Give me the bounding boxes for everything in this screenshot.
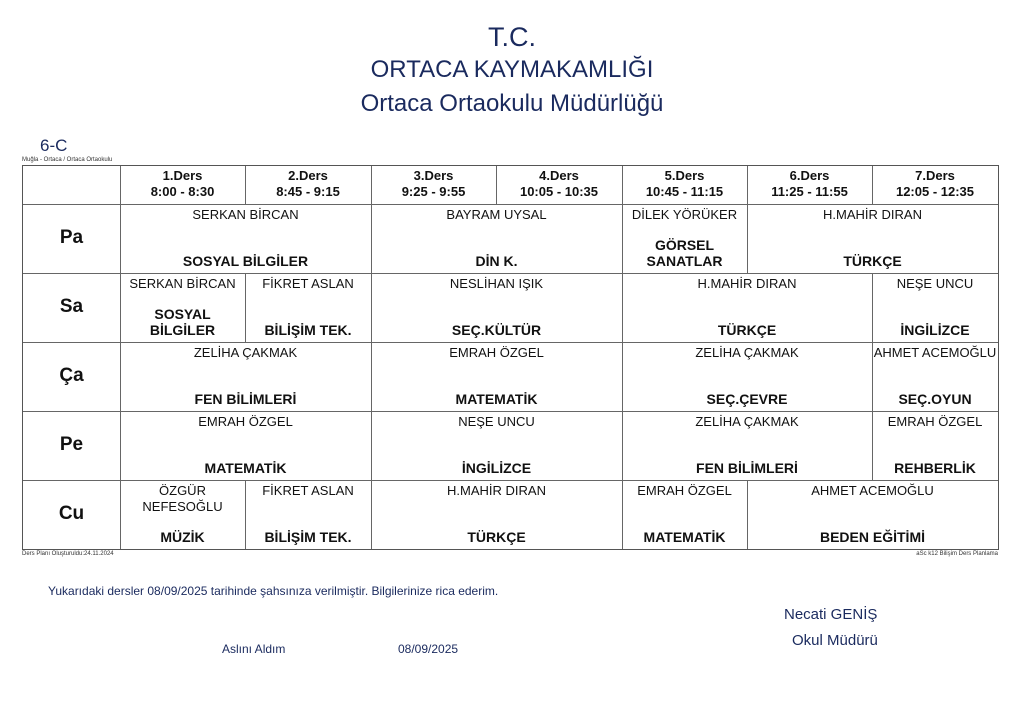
lesson-teacher: FİKRET ASLAN (262, 276, 354, 291)
day-label: Sa (59, 296, 84, 317)
period-name: 5.Ders (664, 168, 705, 183)
lesson-subject: GÖRSEL SANATLAR (646, 237, 723, 269)
lesson-teacher: EMRAH ÖZGEL (449, 345, 544, 360)
day-label: Ça (59, 365, 84, 386)
lesson-teacher: AHMET ACEMOĞLU (873, 345, 997, 360)
lesson-cell (872, 342, 998, 411)
lesson-cell (622, 480, 747, 549)
lesson-subject: TÜRKÇE (717, 322, 777, 338)
lesson-teacher: FİKRET ASLAN (262, 483, 354, 498)
lesson-teacher: NESLİHAN IŞIK (449, 276, 544, 291)
lesson-teacher: AHMET ACEMOĞLU (811, 483, 934, 498)
day-label: Cu (58, 503, 85, 524)
period-header (496, 168, 622, 200)
period-time: 12:05 - 12:35 (895, 184, 975, 199)
lesson-cell (245, 273, 371, 342)
lesson-cell (371, 480, 622, 549)
lesson-teacher: EMRAH ÖZGEL (198, 414, 293, 429)
lesson-teacher: ZELİHA ÇAKMAK (193, 345, 298, 360)
lesson-teacher: NEŞE UNCU (458, 414, 535, 429)
period-time: 8:45 - 9:15 (276, 184, 340, 199)
lesson-cell (120, 204, 371, 273)
lesson-teacher: H.MAHİR DIRAN (697, 276, 797, 291)
period-name: 4.Ders (539, 168, 579, 183)
lesson-subject: MATEMATİK (455, 391, 538, 407)
lesson-teacher: ÖZGÜR NEFESOĞLU (142, 483, 223, 514)
lesson-teacher: SERKAN BİRCAN (129, 276, 236, 291)
lesson-subject: MATEMATİK (643, 529, 726, 545)
lesson-teacher: H.MAHİR DIRAN (823, 207, 922, 222)
period-time: 9:25 - 9:55 (401, 184, 466, 199)
lesson-cell (622, 342, 872, 411)
lesson-cell (872, 411, 998, 480)
lesson-subject: SEÇ.KÜLTÜR (451, 322, 542, 338)
lesson-teacher: ZELİHA ÇAKMAK (695, 414, 799, 429)
lesson-cell (622, 273, 872, 342)
lesson-teacher: EMRAH ÖZGEL (887, 414, 983, 429)
lesson-teacher: ZELİHA ÇAKMAK (695, 345, 799, 360)
period-time: 10:45 - 11:15 (645, 184, 724, 199)
software-credit: aSc k12 Bilişim Ders Planlama (916, 551, 998, 557)
lesson-subject: BİLİŞİM TEK. (264, 529, 352, 545)
lesson-teacher: EMRAH ÖZGEL (637, 483, 732, 498)
period-header (622, 168, 747, 200)
lesson-cell (371, 273, 622, 342)
header-tc: T.C. (487, 22, 536, 52)
lesson-teacher: BAYRAM UYSAL (446, 207, 547, 222)
lesson-teacher: SERKAN BİRCAN (192, 207, 299, 222)
lesson-teacher: DİLEK YÖRÜKER (631, 207, 738, 222)
lesson-cell (371, 204, 622, 273)
lesson-cell (120, 411, 371, 480)
lesson-cell (872, 273, 998, 342)
lesson-subject: TÜRKÇE (467, 529, 526, 545)
lesson-teacher: H.MAHİR DIRAN (447, 483, 546, 498)
day-label: Pe (59, 434, 84, 455)
lesson-subject: MATEMATİK (204, 460, 287, 476)
lesson-subject: FEN BİLİMLERİ (194, 391, 297, 407)
lesson-subject: MÜZİK (160, 529, 205, 545)
lesson-subject: FEN BİLİMLERİ (696, 460, 798, 476)
period-header (371, 168, 496, 200)
lesson-subject: SOSYAL BİLGİLER (149, 306, 216, 338)
lesson-subject: BİLİŞİM TEK. (264, 322, 352, 338)
notice-text: Yukarıdaki dersler 08/09/2025 tarihinde şahsınıza verilmiştir. Bilgilerinize rica ederim. (48, 584, 499, 598)
lesson-teacher: NEŞE UNCU (896, 276, 974, 291)
period-header (872, 168, 998, 200)
period-time: 8:00 - 8:30 (150, 184, 215, 199)
lesson-cell (622, 204, 747, 273)
received-label: Aslını Aldım (222, 642, 286, 656)
lesson-cell (371, 411, 622, 480)
lesson-subject: TÜRKÇE (843, 253, 902, 269)
lesson-subject: REHBERLİK (894, 460, 976, 476)
period-header (747, 168, 872, 200)
period-time: 11:25 - 11:55 (771, 184, 848, 199)
lesson-cell (120, 480, 245, 549)
lesson-cell (747, 480, 998, 549)
school-location: Muğla - Ortaca / Ortaca Ortaokulu (22, 157, 113, 163)
plan-created-note: Ders Planı Oluşturuldu:24.11.2024 (22, 551, 114, 557)
timetable (22, 165, 999, 550)
lesson-subject: İNGİLİZCE (900, 322, 970, 338)
period-name: 2.Ders (288, 168, 328, 183)
period-header (245, 168, 371, 200)
period-name: 1.Ders (162, 168, 203, 183)
principal-title: Okul Müdürü (792, 632, 878, 649)
period-header (120, 168, 245, 200)
lesson-subject: BEDEN EĞİTİMİ (819, 529, 925, 545)
lesson-subject: SEÇ.OYUN (898, 391, 972, 407)
period-name: 7.Ders (915, 168, 955, 183)
lesson-cell (622, 411, 872, 480)
class-name: 6-C (40, 136, 68, 155)
period-name: 3.Ders (413, 168, 454, 183)
lesson-cell (120, 273, 245, 342)
period-name: 6.Ders (789, 168, 830, 183)
lesson-subject: DİN K. (475, 253, 518, 269)
lesson-cell (120, 342, 371, 411)
principal-name: Necati GENİŞ (784, 606, 878, 623)
header-school: Ortaca Ortaokulu Müdürlüğü (360, 90, 664, 117)
lesson-cell (747, 204, 998, 273)
lesson-cell (245, 480, 371, 549)
lesson-cell (371, 342, 622, 411)
lesson-subject: SEÇ.ÇEVRE (706, 391, 788, 407)
lesson-subject: İNGİLİZCE (461, 460, 532, 476)
period-time: 10:05 - 10:35 (519, 184, 599, 199)
header-district: ORTACA KAYMAKAMLIĞI (370, 56, 654, 83)
received-date: 08/09/2025 (398, 642, 459, 656)
day-label: Pa (59, 227, 84, 248)
lesson-subject: SOSYAL BİLGİLER (182, 253, 309, 269)
